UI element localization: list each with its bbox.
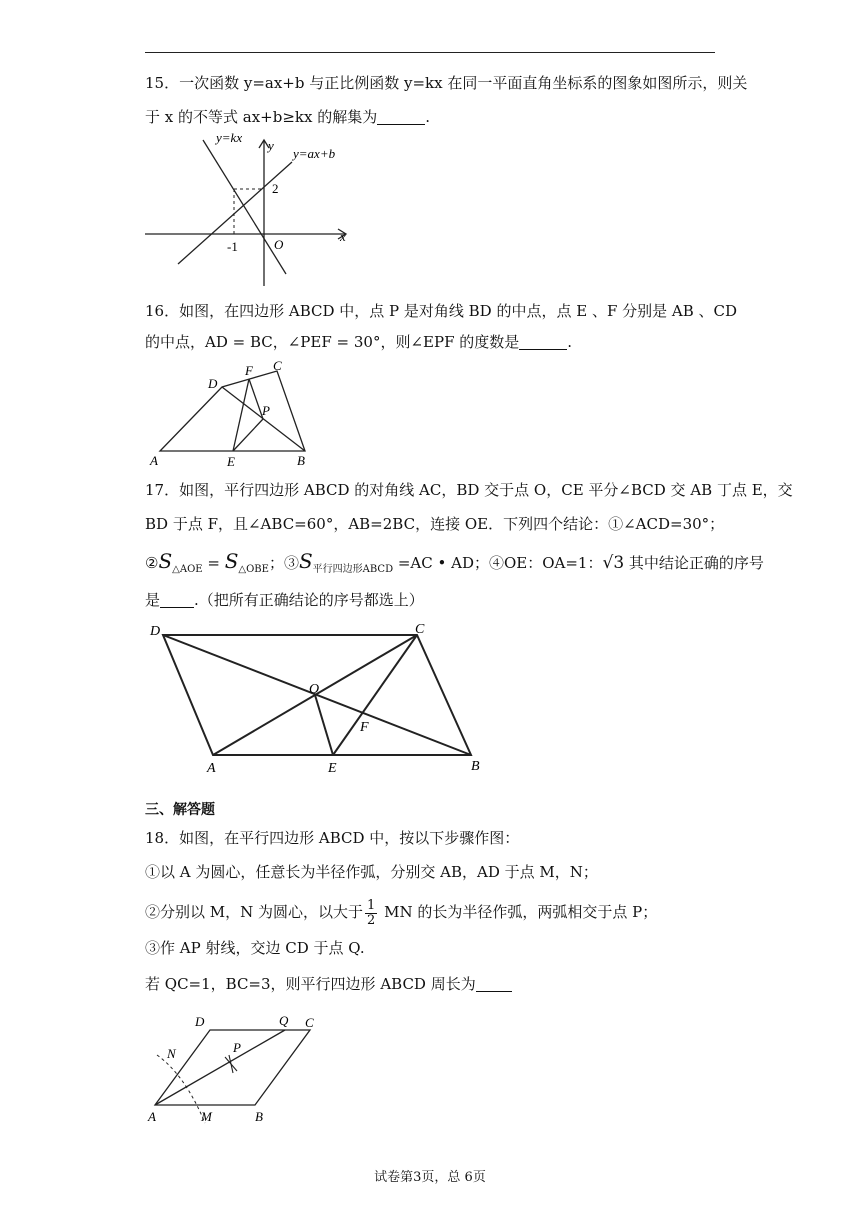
- q17-line4-end: .（把所有正确结论的序号都选上）: [194, 591, 424, 609]
- area-sub-obe: △OBE: [238, 564, 269, 575]
- quad-ABCD: [160, 371, 305, 451]
- section-heading: 三、解答题: [145, 802, 215, 818]
- q16-line2-text: 的中点，AD = BC，∠PEF = 30°，则∠EPF 的度数是: [145, 333, 520, 351]
- q15-line2-end: .: [425, 108, 431, 126]
- segment-EP: [233, 419, 263, 451]
- label-Q: Q: [279, 1013, 289, 1028]
- label-B: B: [297, 453, 305, 468]
- label-F: F: [245, 363, 253, 378]
- label-y-kx: y=kx: [216, 130, 243, 145]
- q16-line2-end: .: [567, 333, 573, 351]
- fraction-half: [365, 899, 377, 928]
- area-symbol: S: [298, 549, 313, 573]
- q16-line2: [145, 332, 572, 352]
- label-origin: O: [274, 237, 284, 252]
- q17-figure: [145, 618, 495, 776]
- answer-blank[interactable]: [519, 333, 567, 350]
- sqrt-3: √3: [602, 553, 625, 573]
- page-footer: 试卷第3页，总 6页: [374, 1170, 486, 1185]
- q17-line2: BD 于点 F，且∠ABC=60°，AB=2BC，连接 OE．下列四个结论：①∠ACD=30°；: [145, 515, 725, 533]
- q15-line2-text: 于 x 的不等式 ax+b≥kx 的解集为: [145, 108, 378, 126]
- label-A: A: [150, 453, 158, 468]
- q18-figure: [145, 1005, 325, 1130]
- area-symbol: S: [158, 549, 173, 573]
- q18-step2-end: MN 的长为半径作弧，两弧相交于点 P；: [379, 903, 658, 921]
- label-M: M: [201, 1109, 212, 1124]
- q17-conclusion-2: ②: [145, 554, 159, 572]
- q16-line1: 16．如图，在四边形 ABCD 中，点 P 是对角线 BD 的中点，点 E 、F 分别是 AB 、CD: [145, 302, 738, 320]
- q17-line3: [145, 551, 764, 580]
- area-sub-aoe: △AOE: [172, 564, 203, 575]
- segment-EF: [233, 379, 249, 451]
- label-D: D: [208, 376, 218, 391]
- label-N: N: [167, 1046, 176, 1061]
- area-sub-abcd: 平行四边形ABCD: [312, 564, 394, 575]
- label-minus-1: -1: [227, 239, 238, 254]
- q18-line2: ①以 A 为圆心，任意长为半径作弧，分别交 AB，AD 于点 M，N；: [145, 863, 598, 881]
- label-x: x: [340, 229, 346, 244]
- q15-figure: [140, 128, 370, 290]
- label-y: y: [268, 138, 274, 153]
- arc-MN: [157, 1055, 205, 1123]
- label-C: C: [305, 1015, 314, 1030]
- segment-CE: [333, 635, 417, 755]
- q18-line3: [145, 897, 657, 928]
- q15-line2: [145, 107, 430, 127]
- label-E: E: [328, 761, 337, 776]
- diagonal-BD: [222, 387, 305, 451]
- answer-blank[interactable]: [160, 591, 194, 608]
- label-F: F: [360, 720, 369, 735]
- answer-blank[interactable]: [476, 975, 512, 992]
- label-C: C: [415, 622, 425, 637]
- q17-line3-tail: 其中结论正确的序号: [624, 554, 764, 572]
- q17-line4-start: 是: [145, 591, 161, 609]
- frac-numerator: 1: [367, 897, 376, 913]
- label-D: D: [150, 624, 161, 639]
- label-B: B: [471, 759, 480, 774]
- label-2: 2: [272, 181, 279, 196]
- q18-question: 若 QC=1，BC=3，则平行四边形 ABCD 周长为: [145, 975, 476, 993]
- segment-OE: [315, 695, 333, 755]
- arc-mark-2: [229, 1055, 233, 1073]
- line-kx: [203, 140, 286, 274]
- label-O: O: [309, 682, 320, 697]
- ray-AQ: [155, 1030, 285, 1105]
- q18-line5: [145, 974, 512, 994]
- label-B: B: [255, 1109, 263, 1124]
- label-y-ax-b: y=ax+b: [293, 146, 336, 161]
- q17-conclusion-3: ；③: [268, 554, 299, 572]
- q17-line4: [145, 590, 424, 610]
- q18-line4: ③作 AP 射线，交边 CD 于点 Q.: [145, 939, 365, 957]
- frac-denominator: 2: [367, 912, 376, 928]
- q17-line1: 17．如图，平行四边形 ABCD 的对角线 AC，BD 交于点 O，CE 平分∠BCD 交 AB 丁点 E，交: [145, 481, 793, 499]
- q17-conclusion-3b: =AC • AD；④OE：OA=1：: [393, 554, 603, 572]
- header-rule: [145, 52, 715, 53]
- equals: =: [202, 554, 225, 572]
- label-P: P: [262, 403, 270, 418]
- q18-step2-start: ②分别以 M，N 为圆心，以大于: [145, 903, 364, 921]
- label-P: P: [233, 1040, 241, 1055]
- label-D: D: [195, 1014, 205, 1029]
- q18-line1: 18．如图，在平行四边形 ABCD 中，按以下步骤作图：: [145, 829, 520, 847]
- area-symbol: S: [224, 549, 239, 573]
- label-A: A: [207, 761, 216, 776]
- label-C: C: [273, 358, 282, 373]
- answer-blank[interactable]: [377, 108, 425, 125]
- label-E: E: [227, 454, 235, 469]
- label-A: A: [148, 1109, 156, 1124]
- q15-line1: 15．一次函数 y=ax+b 与正比例函数 y=kx 在同一平面直角坐标系的图象如图所示，则关: [145, 74, 748, 92]
- q16-figure: [145, 358, 325, 470]
